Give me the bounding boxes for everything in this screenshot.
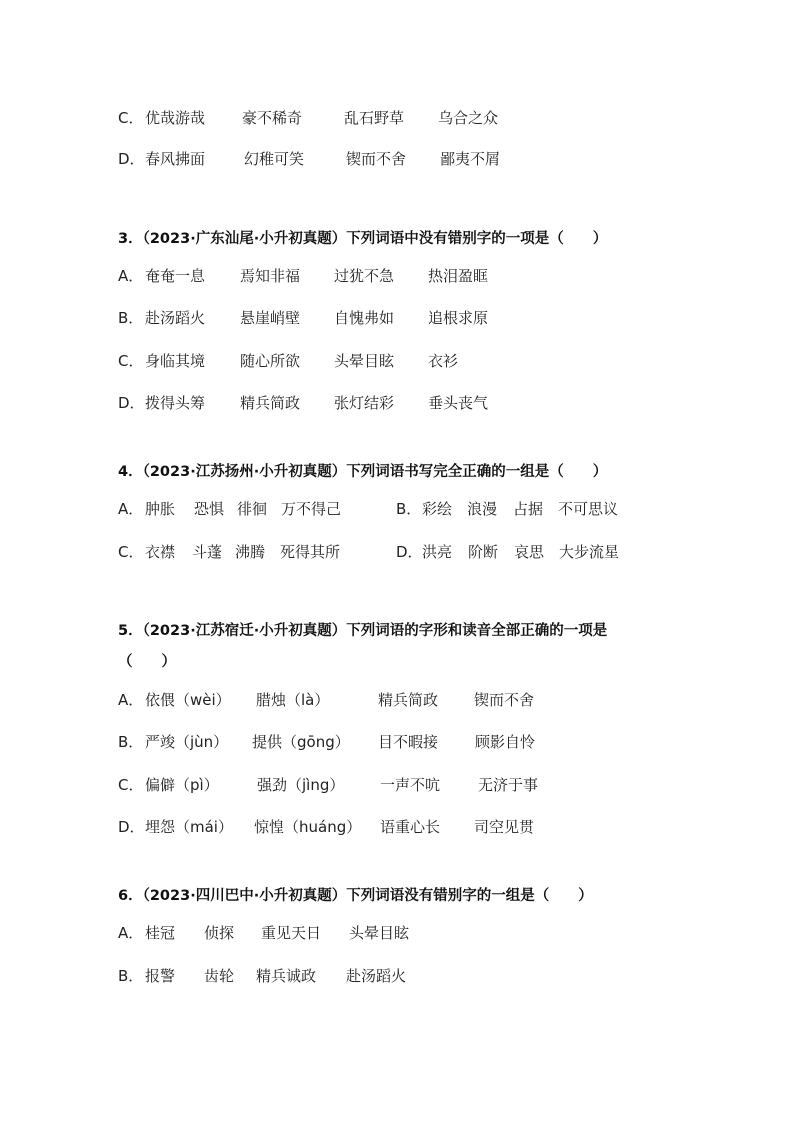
option-term: 肿胀	[145, 500, 176, 518]
option-term: 万不得己	[281, 500, 342, 518]
option-term: 无济于事	[478, 776, 539, 794]
option-letter: C．	[118, 543, 144, 561]
option-term: 洪亮	[422, 543, 453, 561]
option-term: 春风拂面	[145, 150, 206, 168]
option-term: 焉知非福	[240, 267, 301, 285]
option-term: 桂冠	[145, 924, 176, 942]
option-term: 随心所欲	[240, 352, 301, 370]
question-4-title: 4．（2023·江苏扬州·小升初真题）下列词语书写完全正确的一组是（ ）	[118, 464, 608, 480]
option-term: 齿轮	[204, 967, 235, 985]
option-term: 目不暇接	[378, 733, 439, 751]
option-term: 偏僻（pì）	[145, 776, 219, 794]
option-term: 乌合之众	[438, 109, 499, 127]
option-term: 一声不吭	[380, 776, 441, 794]
option-letter: D．	[118, 394, 145, 412]
option-term: 阶断	[468, 543, 499, 561]
option-term: 赴汤蹈火	[346, 967, 407, 985]
option-term: 热泪盈眶	[428, 267, 489, 285]
question-5-title: 5．（2023·江苏宿迁·小升初真题）下列词语的字形和读音全部正确的一项是	[118, 623, 608, 639]
option-term: 斗蓬	[192, 543, 223, 561]
option-term: 埋怨（mái）	[145, 818, 233, 836]
option-term: 过犹不急	[334, 267, 395, 285]
option-term: 精兵简政	[240, 394, 301, 412]
option-term: 沸腾	[235, 543, 266, 561]
option-term: 张灯结彩	[334, 394, 395, 412]
option-letter: A．	[118, 500, 144, 518]
option-term: 报警	[145, 967, 176, 985]
option-term: 严竣（jùn）	[145, 733, 229, 751]
option-letter: A．	[118, 924, 144, 942]
option-term: 彩绘	[422, 500, 453, 518]
option-term: 身临其境	[145, 352, 206, 370]
option-term: 鄙夷不屑	[440, 150, 501, 168]
option-term: 强劲（jìng）	[257, 776, 345, 794]
option-term: 提供（gōng）	[252, 733, 350, 751]
option-letter: D．	[396, 543, 423, 561]
option-letter: C．	[118, 352, 144, 370]
option-term: 司空见贯	[474, 818, 535, 836]
option-letter: B．	[118, 733, 144, 751]
option-term: 依偎（wèi）	[145, 691, 231, 709]
option-letter: B．	[118, 309, 144, 327]
option-term: 悬崖峭壁	[240, 309, 301, 327]
option-term: 腊烛（là）	[256, 691, 330, 709]
option-letter: C．	[118, 109, 144, 127]
option-letter: D．	[118, 818, 145, 836]
option-term: 头晕目眩	[334, 352, 395, 370]
option-term: 衣襟	[145, 543, 176, 561]
option-letter: B．	[118, 967, 144, 985]
option-letter: A．	[118, 691, 144, 709]
option-term: 死得其所	[280, 543, 341, 561]
option-term: 大步流星	[559, 543, 620, 561]
option-term: 占据	[513, 500, 544, 518]
option-term: 拨得头筹	[145, 394, 206, 412]
option-term: 锲而不舍	[474, 691, 535, 709]
question-5-title-cont: （ ）	[118, 654, 176, 670]
option-term: 锲而不舍	[346, 150, 407, 168]
option-term: 赴汤蹈火	[145, 309, 206, 327]
option-term: 顾影自怜	[475, 733, 536, 751]
option-term: 侦探	[204, 924, 235, 942]
option-term: 乱石野草	[344, 109, 405, 127]
option-term: 优哉游哉	[145, 109, 206, 127]
option-term: 徘徊	[237, 500, 268, 518]
option-letter: B．	[396, 500, 422, 518]
option-term: 恐惧	[194, 500, 225, 518]
option-letter: C．	[118, 776, 144, 794]
option-term: 奄奄一息	[145, 267, 206, 285]
option-term: 语重心长	[380, 818, 441, 836]
option-letter: A．	[118, 267, 144, 285]
option-term: 精兵简政	[378, 691, 439, 709]
option-letter: D．	[118, 150, 145, 168]
option-term: 哀思	[514, 543, 545, 561]
question-3-title: 3．（2023·广东汕尾·小升初真题）下列词语中没有错别字的一项是（ ）	[118, 231, 608, 247]
option-term: 精兵诚政	[256, 967, 317, 985]
option-term: 垂头丧气	[428, 394, 489, 412]
option-term: 追根求原	[428, 309, 489, 327]
option-term: 豪不稀奇	[242, 109, 303, 127]
option-term: 衣衫	[428, 352, 459, 370]
option-term: 重见天日	[261, 924, 322, 942]
option-term: 不可思议	[558, 500, 619, 518]
option-term: 头晕目眩	[349, 924, 410, 942]
question-6-title: 6．（2023·四川巴中·小升初真题）下列词语没有错别字的一组是（ ）	[118, 888, 593, 904]
option-term: 惊惶（huáng）	[254, 818, 362, 836]
option-term: 浪漫	[467, 500, 498, 518]
option-term: 幻稚可笑	[244, 150, 305, 168]
option-term: 自愧弗如	[334, 309, 395, 327]
